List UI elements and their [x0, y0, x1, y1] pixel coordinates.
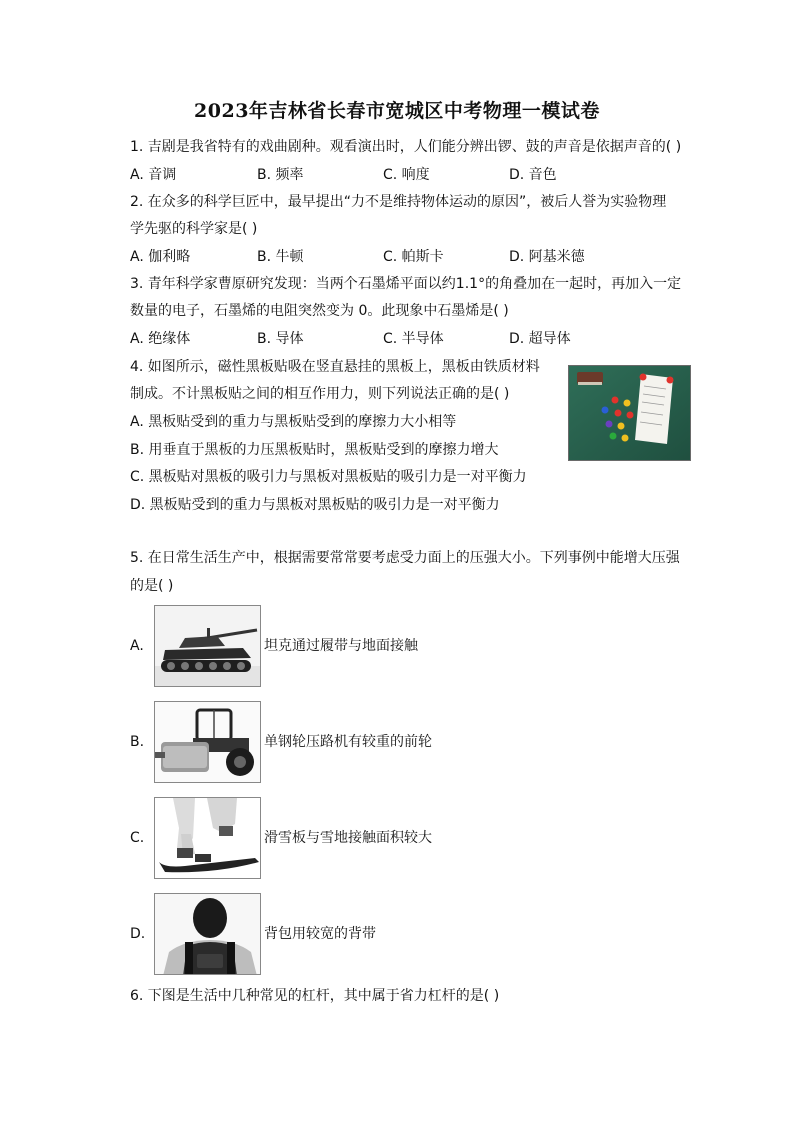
question-5-option-d-letter: D.: [130, 926, 146, 942]
question-4-stem-line2: 制成。不计黑板贴之间的相互作用力，则下列说法正确的是( ): [130, 386, 510, 402]
question-2-stem-line2: 学先驱的科学家是( ): [130, 221, 258, 237]
blackboard-figure: [568, 365, 691, 461]
question-3-option-b: B. 导体: [257, 331, 304, 347]
question-1-option-b: B. 频率: [257, 167, 304, 183]
page-title: 2023年吉林省长春市宽城区中考物理一模试卷: [194, 100, 600, 122]
question-2-stem-line1: 2. 在众多的科学巨匠中，最早提出“力不是维持物体运动的原因”，被后人誉为实验物理: [130, 194, 667, 210]
question-5-stem-line1: 5. 在日常生活生产中，根据需要常常要考虑受力面上的压强大小。下列事例中能增大压强: [130, 550, 680, 566]
snowboard-image: [154, 797, 261, 879]
question-5-option-b-letter: B.: [130, 734, 145, 750]
question-4-option-a: A. 黑板贴受到的重力与黑板贴受到的摩擦力大小相等: [130, 414, 457, 430]
question-4-option-c: C. 黑板贴对黑板的吸引力与黑板对黑板贴的吸引力是一对平衡力: [130, 469, 527, 485]
question-2-option-c: C. 帕斯卡: [383, 249, 444, 265]
question-3-stem-line2: 数量的电子，石墨烯的电阻突然变为 0。此现象中石墨烯是( ): [130, 303, 509, 319]
question-3-option-c: C. 半导体: [383, 331, 444, 347]
question-4-option-b: B. 用垂直于黑板的力压黑板贴时，黑板贴受到的摩擦力增大: [130, 442, 499, 458]
question-5-option-c-text: 滑雪板与雪地接触面积较大: [264, 830, 432, 846]
question-5-stem-line2: 的是( ): [130, 578, 174, 594]
question-4-stem-line1: 4. 如图所示，磁性黑板贴吸在竖直悬挂的黑板上，黑板由铁质材料: [130, 359, 540, 375]
road-roller-image: [154, 701, 261, 783]
question-1-option-a: A. 音调: [130, 167, 177, 183]
question-6-stem: 6. 下图是生活中几种常见的杠杆，其中属于省力杠杆的是( ): [130, 988, 500, 1004]
question-2-option-d: D. 阿基米德: [509, 249, 585, 265]
question-2-option-b: B. 牛顿: [257, 249, 304, 265]
question-1-option-d: D. 音色: [509, 167, 557, 183]
question-5-option-a-letter: A.: [130, 638, 144, 654]
question-2-option-a: A. 伽利略: [130, 249, 191, 265]
question-4-option-d: D. 黑板贴受到的重力与黑板对黑板贴的吸引力是一对平衡力: [130, 497, 500, 513]
question-5-option-a-text: 坦克通过履带与地面接触: [264, 638, 418, 654]
question-3-option-d: D. 超导体: [509, 331, 571, 347]
question-3-option-a: A. 绝缘体: [130, 331, 191, 347]
question-5-option-d-text: 背包用较宽的背带: [264, 926, 376, 942]
backpack-image: [154, 893, 261, 975]
question-5-option-c-letter: C.: [130, 830, 145, 846]
question-5-option-b-text: 单钢轮压路机有较重的前轮: [264, 734, 432, 750]
tank-image: [154, 605, 261, 687]
question-1-option-c: C. 响度: [383, 167, 430, 183]
question-3-stem-line1: 3. 青年科学家曹原研究发现：当两个石墨烯平面以约1.1°的角叠加在一起时，再加入一定: [130, 276, 682, 292]
question-1-stem: 1. 吉剧是我省特有的戏曲剧种。观看演出时，人们能分辨出锣、鼓的声音是依据声音的( ): [130, 139, 682, 155]
